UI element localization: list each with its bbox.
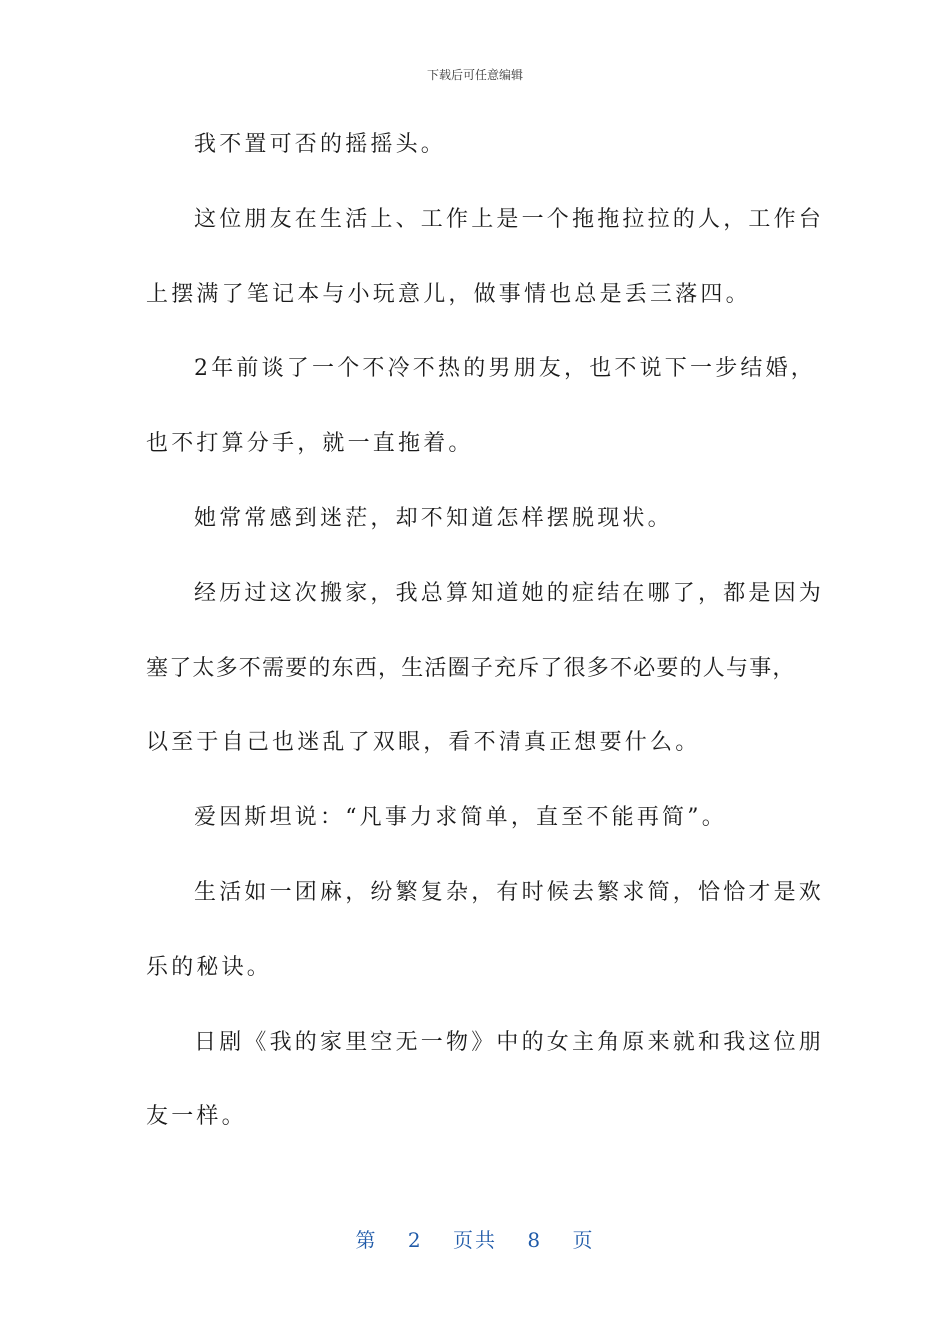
paragraph-line: 她常常感到迷茫，却不知道怎样摆脱现状。 (194, 505, 673, 531)
paragraph-line: 经历过这次搬家，我总算知道她的症结在哪了，都是因为 (194, 580, 825, 606)
paragraph-line: 塞了太多不需要的东西，生活圈子充斥了很多不必要的人与事， (146, 655, 796, 681)
paragraph-line: 这位朋友在生活上、工作上是一个拖拖拉拉的人，工作台 (194, 206, 825, 232)
paragraph-line: 日剧《我的家里空无一物》中的女主角原来就和我这位朋 (194, 1029, 825, 1055)
paragraph-line: 友一样。 (146, 1104, 247, 1130)
footer-suffix: 页 (572, 1228, 595, 1252)
paragraph-line: 上摆满了笔记本与小玩意儿，做事情也总是丢三落四。 (146, 281, 751, 307)
footer-page-number: 2 (407, 1228, 423, 1252)
paragraph-line: 生活如一团麻，纷繁复杂，有时候去繁求简，恰恰才是欢 (194, 879, 825, 905)
page-header (0, 66, 950, 83)
paragraph-line: 我不置可否的摇摇头。 (194, 132, 447, 157)
footer-middle: 页共 (453, 1228, 497, 1252)
paragraph-line: 爱因斯坦说：“凡事力求简单，直至不能再简”。 (194, 805, 727, 831)
paragraph-line: 也不打算分手，就一直拖着。 (146, 431, 474, 457)
footer-prefix: 第 (355, 1228, 378, 1252)
document-body (146, 120, 825, 1167)
paragraph-line: 乐的秘诀。 (146, 954, 273, 980)
paragraph-line: 以至于自己也迷乱了双眼，看不清真正想要什么。 (146, 730, 701, 756)
footer-total-pages: 8 (527, 1228, 543, 1252)
page-footer (0, 1224, 950, 1253)
paragraph-line: 2年前谈了一个不冷不热的男朋友，也不说下一步结婚， (194, 356, 816, 382)
header-text: 下载后可任意编辑 (426, 68, 523, 82)
